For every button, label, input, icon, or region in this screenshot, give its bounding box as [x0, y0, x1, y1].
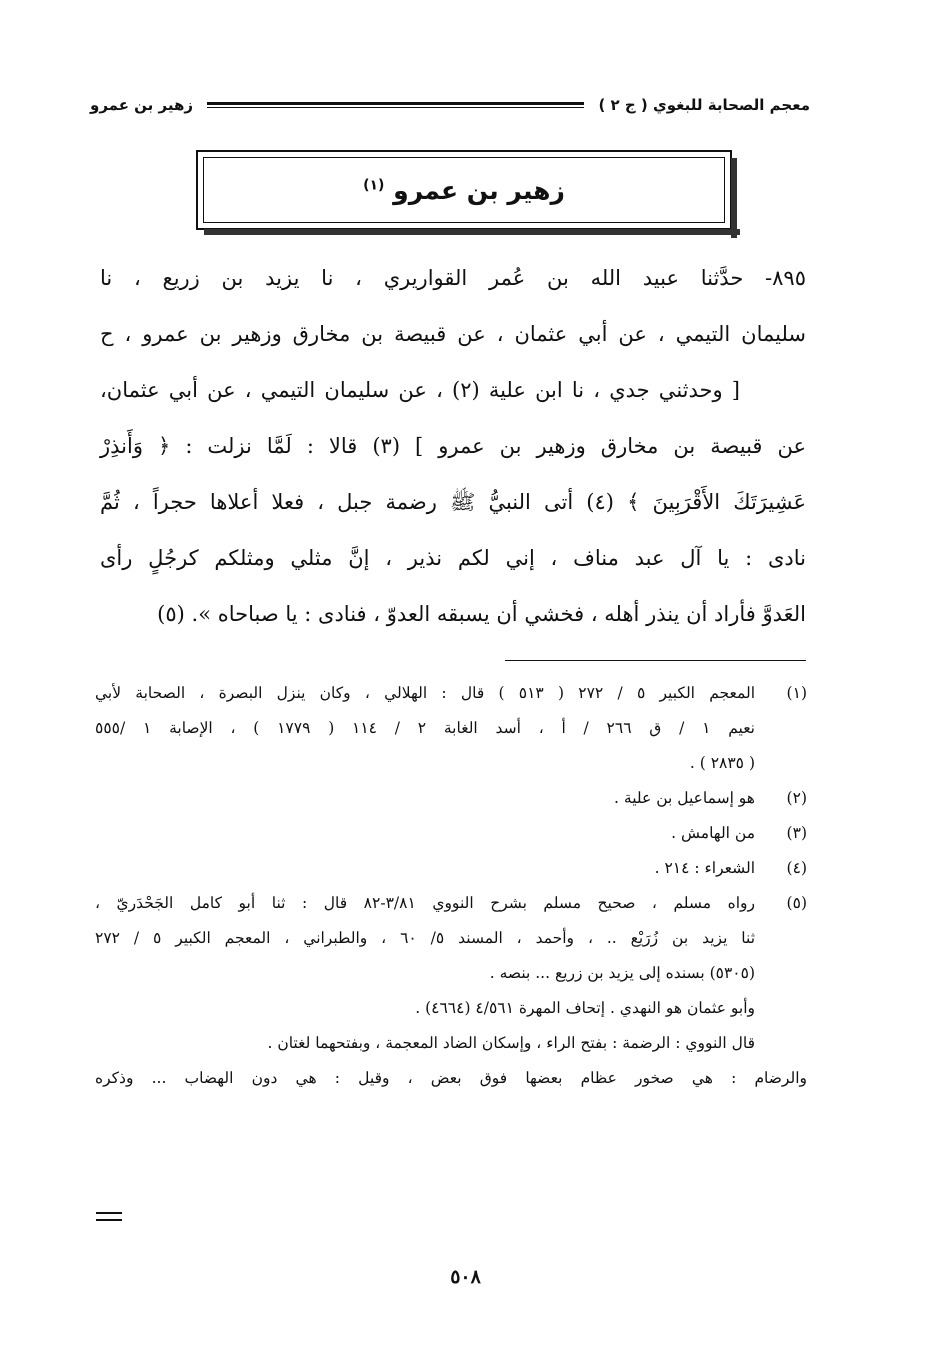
footnote-number: (٣) [786, 824, 807, 842]
footnote [95, 676, 807, 781]
footnote [95, 781, 807, 816]
title-box-shadow-bottom [204, 229, 740, 235]
footnote [95, 886, 807, 991]
footnote-line: (٥٣٠٥) بسنده إلى يزيد بن زريع ... بنصه . [489, 964, 755, 982]
body-line: عن قبيصة بن مخارق وزهير بن عمرو ] (٣) قالا : لَمَّا نزلت : ﴿ وَأَنذِرْ [100, 434, 806, 458]
title-box-shadow-right [731, 158, 737, 238]
entry-title-text: زهير بن عمرو [393, 175, 565, 205]
footnote-line: هو إسماعيل بن علية . [614, 789, 755, 807]
book-title: معجم الصحابة للبغوي ( ج ٢ ) [598, 96, 810, 114]
entry-title [363, 176, 565, 205]
body-line: ٨٩٥- حدَّثنا عبيد الله بن عُمر القواريري ، نا يزيد بن زريع ، نا [100, 266, 806, 290]
continuation-mark [96, 1212, 122, 1221]
hadith-body [100, 250, 806, 642]
footnote-line: ( ٢٨٣٥ ) . [689, 754, 755, 772]
header-rule [207, 102, 584, 108]
body-line: نادى : يا آل عبد مناف ، إني لكم نذير ، إنَّ مثلي ومثلكم كرجُلٍ رأى [100, 546, 806, 570]
body-line: العَدوَّ فأراد أن ينذر أهله ، فخشي أن يسبقه العدوّ ، فنادى : يا صباحاه ». (٥) [157, 602, 806, 626]
footnote-number: (١) [786, 684, 807, 702]
entry-title-box [196, 150, 732, 230]
footnote-number: (٤) [786, 859, 807, 877]
footnote [95, 816, 807, 851]
footnote-continuation-line: قال النووي : الرضمة : بفتح الراء ، وإسكان الضاد المعجمة ، وبفتحهما لغتان . [267, 1034, 755, 1052]
footnote-continuation-line: وأبو عثمان هو النهدي . إتحاف المهرة ٤/٥٦١ (٤٦٦٤) . [415, 999, 755, 1017]
body-line: عَشِيرَتَكَ الأَقْرَبِينَ ﴾ (٤) أتى النبيُّ ﷺ رضمة جبل ، فعلا أعلاها حجراً ، ثُمَّ [100, 490, 806, 514]
body-line: [ وحدثني جدي ، نا ابن علية (٢) ، عن سليمان التيمي ، عن أبي عثمان، [100, 378, 740, 402]
title-footnote-ref: (١) [363, 177, 385, 194]
footnotes [95, 676, 807, 1096]
footnote-separator [505, 660, 806, 661]
footnote-line: نعيم ١ / ق ٢٦٦ / أ ، أسد الغابة ٢ / ١١٤ ( ١٧٧٩ ) ، الإصابة ١ /٥٥٥ [95, 719, 755, 737]
footnote-number: (٢) [786, 789, 807, 807]
body-line: سليمان التيمي ، عن أبي عثمان ، عن قبيصة بن مخارق وزهير بن عمرو ، ح [100, 322, 806, 346]
footnote [95, 851, 807, 886]
footnote-line: من الهامش . [671, 824, 755, 842]
footnote-line: ثنا يزيد بن زُرَيْع .. ، وأحمد ، المسند ٥/ ٦٠ ، والطبراني ، المعجم الكبير ٥ / ٢٧٢ [95, 929, 756, 947]
footnote-line: المعجم الكبير ٥ / ٢٧٢ ( ٥١٣ ) قال : الهلالي ، وكان ينزل البصرة ، الصحابة لأبي [95, 684, 756, 702]
footnote-line: رواه مسلم ، صحيح مسلم بشرح النووي ٣/٨١-٨٢ قال : ثنا أبو كامل الجَحْدَريّ ، [95, 894, 755, 912]
footnote-continuation-line: والرضام : هي صخور عظام بعضها فوق بعض ، وقيل : هي دون الهضاب ... وذكره [95, 1069, 807, 1087]
page-number: ٥٠٨ [450, 1266, 481, 1288]
title-box-inner [203, 157, 725, 223]
header-entry-name: زهير بن عمرو [90, 96, 194, 114]
footnote-number: (٥) [786, 894, 807, 912]
footnote-line: الشعراء : ٢١٤ . [654, 859, 755, 877]
running-header [90, 92, 810, 118]
